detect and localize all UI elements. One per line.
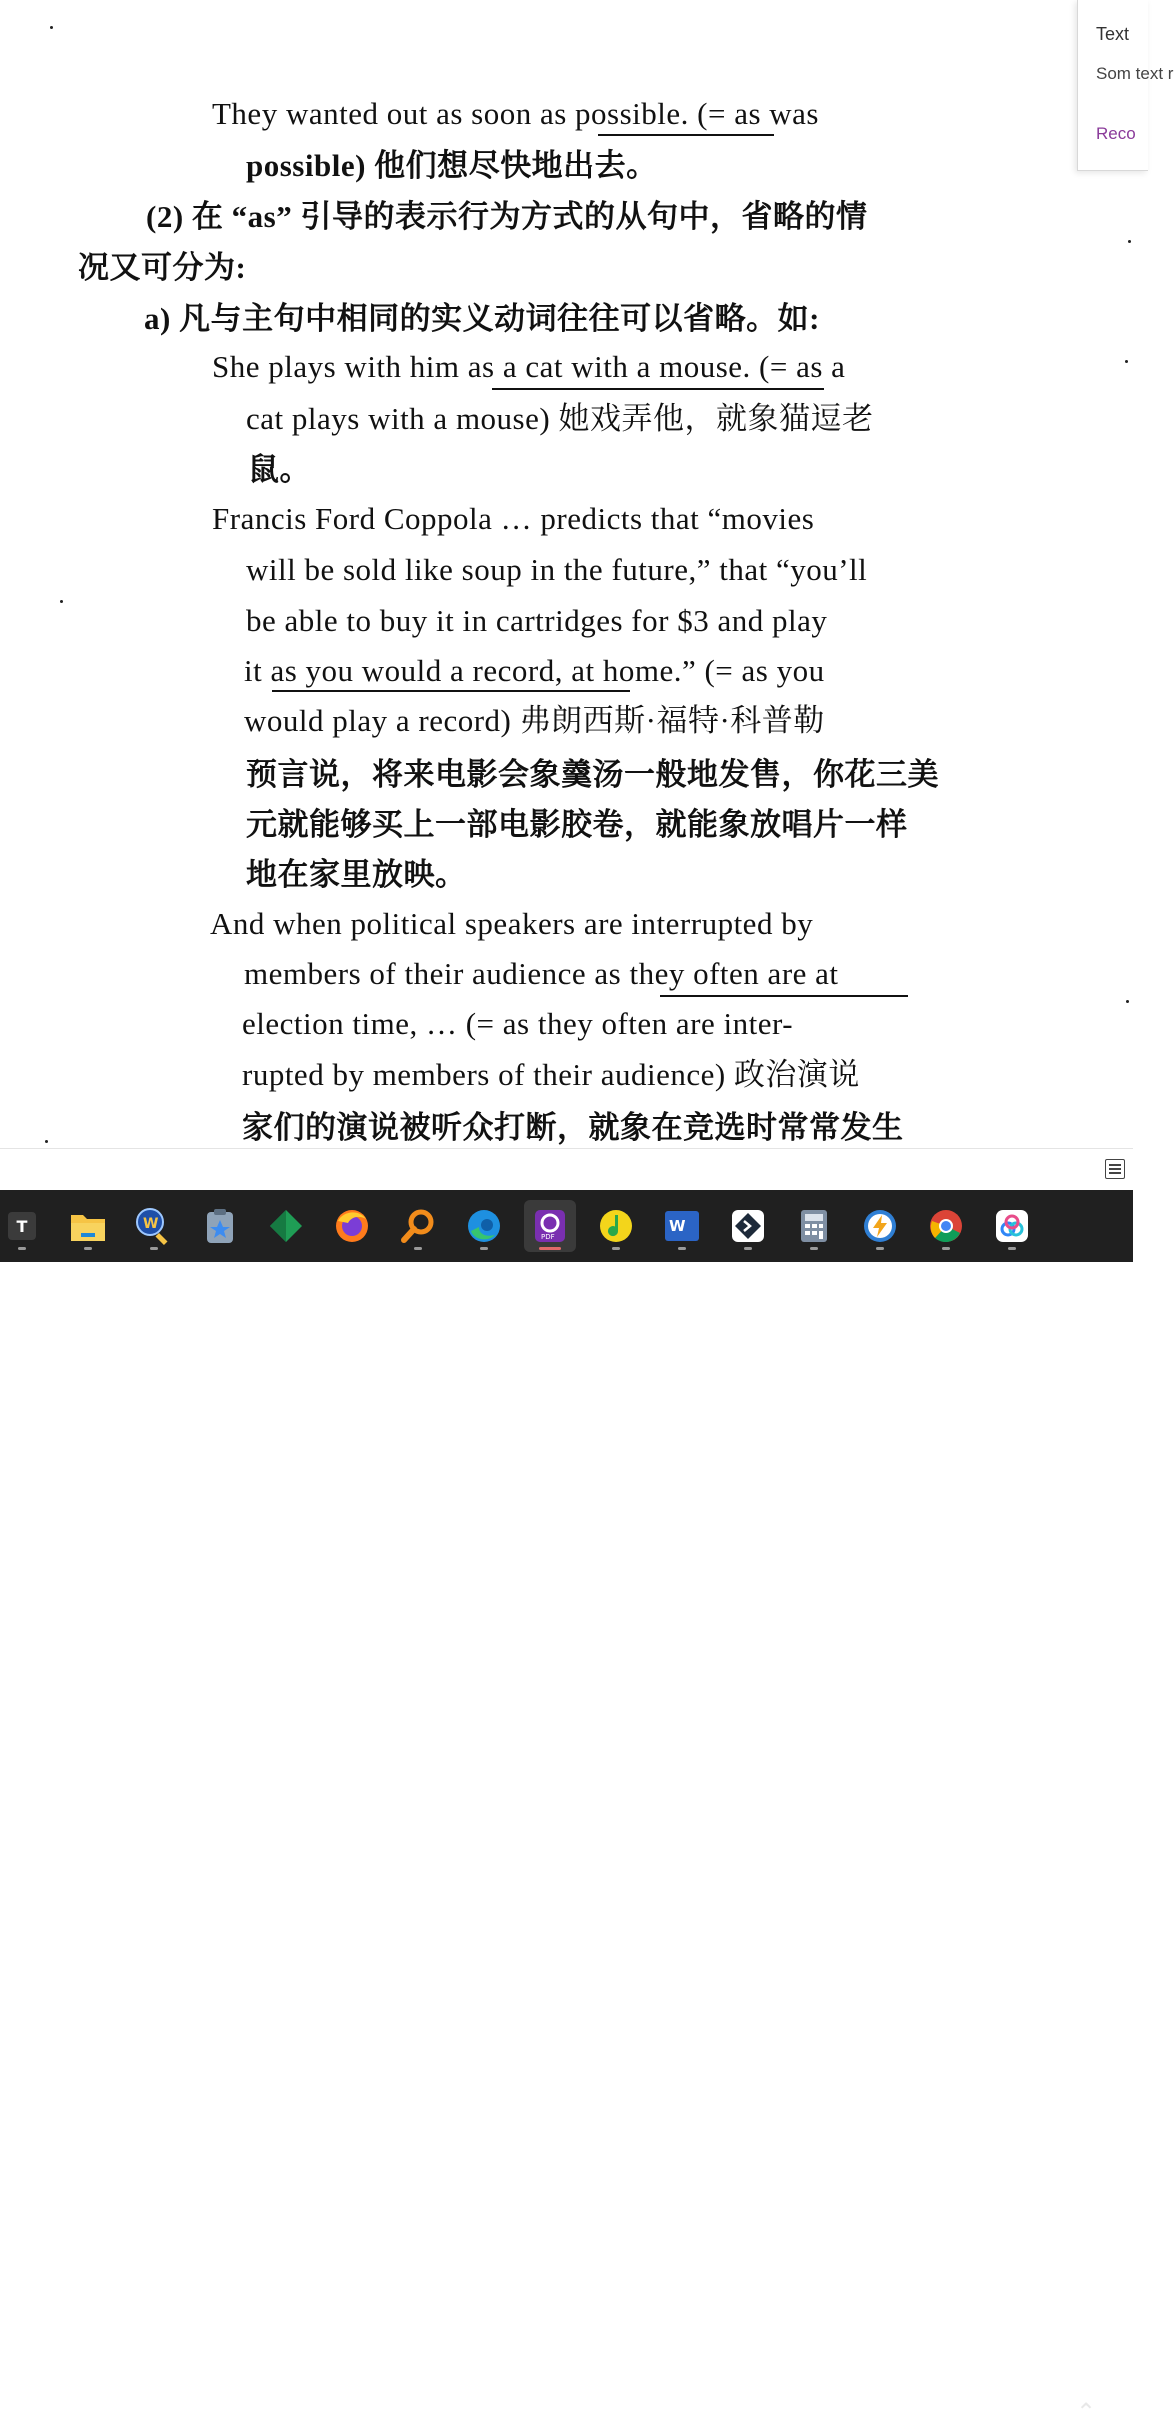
side-panel-description: Som text r — [1096, 64, 1174, 83]
taskbar-item-edge[interactable] — [458, 1200, 510, 1252]
taskbar-item-cloud-drive[interactable] — [986, 1200, 1038, 1252]
doc-line-20: rupted by members of their audience) 政治演说 — [242, 1057, 860, 1092]
edge-icon — [465, 1207, 503, 1245]
taskbar-item-green-leaf[interactable] — [260, 1200, 312, 1252]
music-app-icon — [597, 1207, 635, 1245]
scan-speck — [50, 26, 53, 29]
underline — [492, 388, 824, 390]
typora-icon: T — [8, 1212, 36, 1240]
taskbar-item-clipboard[interactable] — [194, 1200, 246, 1252]
search-magnifier-icon — [399, 1207, 437, 1245]
word-icon: W — [665, 1211, 699, 1241]
doc-line-19: election time, … (= as they often are inter- — [242, 1006, 794, 1041]
doc-line-10: will be sold like soup in the future,” that “you’ll — [246, 552, 868, 587]
side-panel — [1077, 0, 1174, 171]
svg-text:PDF: PDF — [541, 1233, 555, 1241]
file-explorer-icon — [69, 1209, 107, 1243]
doc-line-11: be able to buy it in cartridges for $3 and play — [246, 603, 828, 638]
taskbar-item-file-explorer[interactable] — [62, 1200, 114, 1252]
clipboard-star-icon — [204, 1207, 236, 1245]
doc-line-2: possible) 他们想尽快地出去。 — [246, 148, 658, 183]
terminal-icon — [730, 1208, 766, 1244]
chrome-icon — [927, 1207, 965, 1245]
taskbar-item-typora[interactable] — [0, 1200, 48, 1252]
taskbar-item-calculator[interactable] — [788, 1200, 840, 1252]
taskbar-item-word[interactable] — [656, 1200, 708, 1252]
scan-speck — [1128, 240, 1131, 243]
taskbar-item-lightning[interactable] — [854, 1200, 906, 1252]
doc-line-13: would play a record) 弗朗西斯·福特·科普勒 — [244, 703, 825, 738]
doc-line-17: And when political speakers are interrupted by — [210, 906, 814, 941]
doc-line-16: 地在家里放映。 — [246, 857, 467, 892]
status-bar — [0, 1148, 1133, 1191]
taskbar-item-music[interactable] — [590, 1200, 642, 1252]
underline — [598, 134, 774, 136]
doc-line-8: 鼠。 — [248, 452, 311, 487]
lightning-app-icon — [861, 1207, 899, 1245]
firefox-icon — [333, 1207, 371, 1245]
taskbar-item-terminal[interactable] — [722, 1200, 774, 1252]
scan-speck — [1126, 1000, 1129, 1003]
wps-search-icon — [134, 1206, 174, 1246]
svg-text:W: W — [143, 1216, 159, 1232]
show-hidden-icons-chevron-icon[interactable]: ⌃ — [1076, 2398, 1097, 2426]
doc-line-5: a) 凡与主句中相同的实义动词往往可以省略。如: — [144, 301, 820, 336]
doc-line-4: 况又可分为: — [78, 250, 247, 285]
doc-line-14: 预言说，将来电影会象羹汤一般地发售，你花三美 — [246, 757, 939, 792]
taskbar-item-firefox[interactable] — [326, 1200, 378, 1252]
side-panel-title: Text — [1096, 24, 1130, 44]
scan-speck — [45, 1140, 48, 1143]
underline — [272, 690, 630, 692]
taskbar-item-chrome[interactable] — [920, 1200, 972, 1252]
taskbar-item-search[interactable] — [392, 1200, 444, 1252]
doc-line-15: 元就能够买上一部电影胶卷，就能象放唱片一样 — [246, 807, 908, 842]
doc-line-6: She plays with him as a cat with a mouse. (= as a — [212, 349, 846, 384]
underline — [660, 995, 908, 997]
page-view-icon[interactable] — [1105, 1159, 1125, 1179]
cloud-drive-icon — [994, 1208, 1030, 1244]
calculator-icon — [799, 1208, 829, 1244]
taskbar-item-wps-search[interactable] — [128, 1200, 180, 1252]
scan-speck — [1125, 360, 1128, 363]
doc-line-9: Francis Ford Coppola … predicts that “movies — [212, 501, 815, 536]
doc-line-7: cat plays with a mouse) 她戏弄他，就象猫逗老 — [246, 401, 874, 436]
taskbar-item-pdf-reader[interactable] — [524, 1200, 576, 1252]
doc-line-21: 家们的演说被听众打断，就象在竞选时常常发生 — [242, 1110, 904, 1145]
doc-line-18: members of their audience as they often are at — [244, 956, 839, 991]
green-leaf-app-icon — [268, 1208, 304, 1244]
doc-line-3: (2) 在 “as” 引导的表示行为方式的从句中，省略的情 — [146, 199, 868, 234]
taskbar — [0, 1190, 1133, 2426]
document-page — [0, 0, 1133, 1148]
scan-speck — [60, 600, 63, 603]
pdf-reader-icon — [533, 1208, 567, 1244]
doc-line-1: They wanted out as soon as possible. (= as was — [212, 96, 819, 131]
doc-line-12: it as you would a record, at home.” (= as you — [244, 653, 825, 688]
side-panel-link[interactable]: Reco — [1096, 124, 1136, 143]
